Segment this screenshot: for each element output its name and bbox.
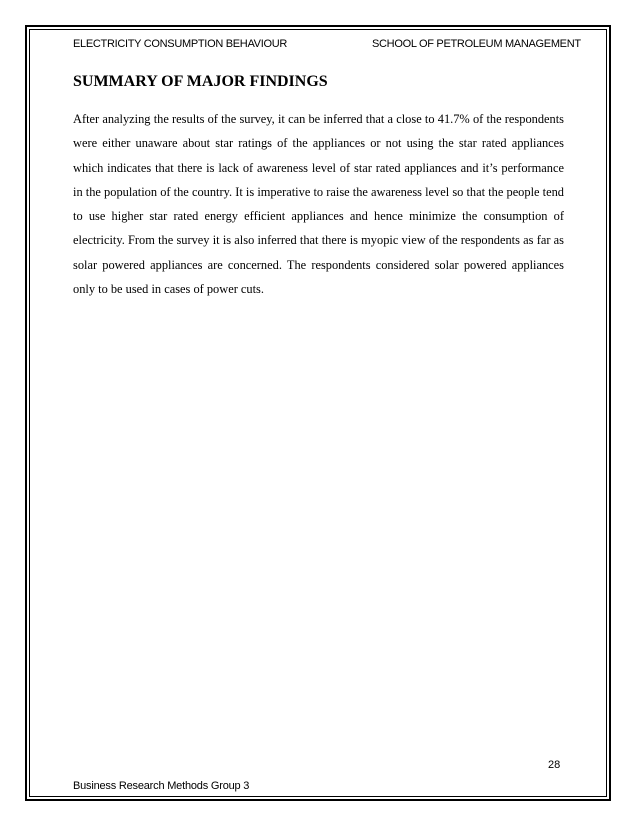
header-title-left: ELECTRICITY CONSUMPTION BEHAVIOUR xyxy=(73,38,287,50)
section-heading: SUMMARY OF MAJOR FINDINGS xyxy=(73,73,328,90)
header-title-right: SCHOOL OF PETROLEUM MANAGEMENT xyxy=(372,38,581,50)
page-number: 28 xyxy=(548,759,561,771)
section-paragraph: After analyzing the results of the survey, it can be inferred that a close to 41.7% of the respondents were either unaware about star ratings of the appliances or not using the star rated appliances which indicates that there is lack of awareness level of star rated appliances and it’s performance in the population of the country. It is imperative to raise the awareness level so that the people tend to use higher star rated energy efficient appliances and hence minimize the consumption of electricity. From the survey it is also inferred that there is myopic view of the respondents as far as solar powered appliances are concerned. The respondents considered solar powered appliances only to be used in cases of power cuts. xyxy=(73,112,564,297)
footer-text: Business Research Methods Group 3 xyxy=(73,780,250,792)
